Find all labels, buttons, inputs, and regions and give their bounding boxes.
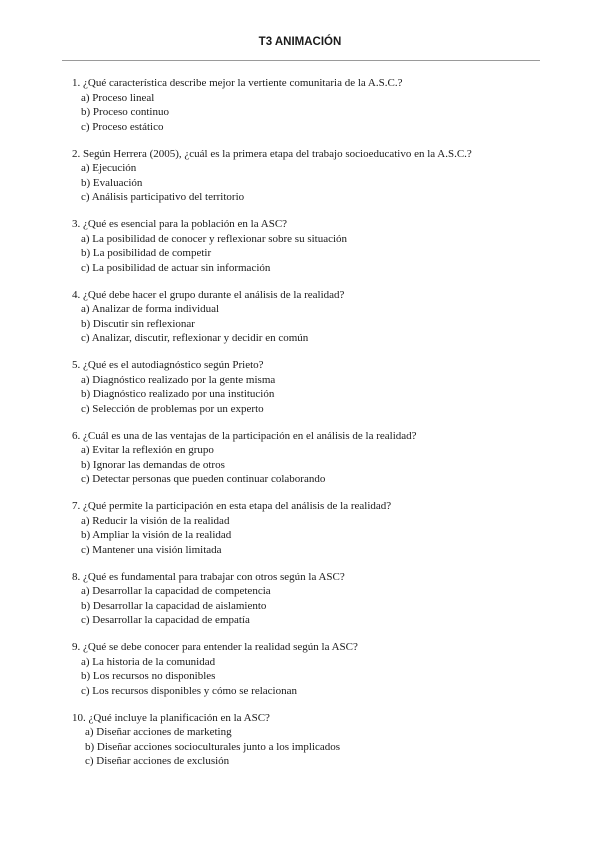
question-1 bbox=[72, 76, 542, 134]
answer-options bbox=[72, 302, 542, 346]
question-text: 8. ¿Qué es fundamental para trabajar con otros según la ASC? bbox=[72, 570, 345, 583]
question-text: 3. ¿Qué es esencial para la población en la ASC? bbox=[72, 218, 288, 230]
option-c: c) Selección de problemas por un experto bbox=[81, 402, 264, 415]
option-b: b) La posibilidad de competir bbox=[81, 247, 212, 259]
question-text: 6. ¿Cuál es una de las ventajas de la participación en el análisis de la realidad? bbox=[72, 429, 417, 442]
option-a: a) Evitar la reflexión en grupo bbox=[81, 444, 214, 456]
option-b: b) Diseñar acciones socioculturales junto a los implicados bbox=[85, 740, 341, 753]
question-text: 7. ¿Qué permite la participación en esta etapa del análisis de la realidad? bbox=[72, 500, 392, 512]
option-c: c) La posibilidad de actuar sin información bbox=[81, 261, 271, 274]
answer-options bbox=[72, 514, 542, 558]
option-a: a) Ejecución bbox=[81, 162, 137, 174]
question-9 bbox=[72, 640, 542, 698]
question-text: 1. ¿Qué característica describe mejor la vertiente comunitaria de la A.S.C.? bbox=[72, 77, 403, 89]
page-title: T3 ANIMACIÓN bbox=[258, 36, 342, 48]
option-c: c) Analizar, discutir, reflexionar y decidir en común bbox=[81, 332, 309, 344]
answer-options bbox=[72, 584, 542, 628]
option-b: b) Desarrollar la capacidad de aislamiento bbox=[81, 599, 267, 612]
option-b: b) Los recursos no disponibles bbox=[81, 670, 216, 682]
title-divider bbox=[62, 60, 540, 61]
question-4 bbox=[72, 288, 542, 346]
option-a: a) Diagnóstico realizado por la gente misma bbox=[81, 373, 276, 386]
answer-options bbox=[72, 232, 542, 276]
option-a: a) Desarrollar la capacidad de competencia bbox=[81, 585, 271, 597]
option-a: a) Reducir la visión de la realidad bbox=[81, 514, 230, 527]
question-text: 4. ¿Qué debe hacer el grupo durante el análisis de la realidad? bbox=[72, 288, 345, 301]
answer-options bbox=[72, 91, 542, 135]
question-7 bbox=[72, 499, 542, 557]
option-b: b) Discutir sin reflexionar bbox=[81, 317, 195, 330]
option-b: b) Ignorar las demandas de otros bbox=[81, 458, 225, 471]
option-c: c) Detectar personas que pueden continuar colaborando bbox=[81, 473, 326, 485]
question-text: 2. Según Herrera (2005), ¿cuál es la primera etapa del trabajo socioeducativo en la A.S.C.? bbox=[72, 147, 472, 160]
option-a: a) Proceso lineal bbox=[81, 91, 155, 104]
option-a: a) Diseñar acciones de marketing bbox=[85, 726, 232, 738]
question-text: 5. ¿Qué es el autodiagnóstico según Prieto? bbox=[72, 359, 264, 371]
option-b: b) Diagnóstico realizado por una institución bbox=[81, 388, 275, 400]
option-c: c) Los recursos disponibles y cómo se relacionan bbox=[81, 684, 297, 697]
question-10 bbox=[72, 711, 542, 769]
question-3 bbox=[72, 217, 542, 275]
question-list bbox=[72, 76, 542, 769]
question-2 bbox=[72, 147, 542, 205]
answer-options bbox=[72, 725, 542, 769]
option-a: a) La historia de la comunidad bbox=[81, 655, 216, 668]
option-a: a) La posibilidad de conocer y reflexionar sobre su situación bbox=[81, 232, 348, 245]
option-b: b) Ampliar la visión de la realidad bbox=[81, 529, 232, 541]
question-text: 9. ¿Qué se debe conocer para entender la realidad según la ASC? bbox=[72, 641, 358, 653]
option-a: a) Analizar de forma individual bbox=[81, 303, 220, 315]
answer-options bbox=[72, 443, 542, 487]
question-8 bbox=[72, 570, 542, 628]
option-c: c) Análisis participativo del territorio bbox=[81, 191, 245, 203]
question-5 bbox=[72, 358, 542, 416]
question-6 bbox=[72, 429, 542, 487]
option-b: b) Proceso continuo bbox=[81, 106, 169, 118]
option-b: b) Evaluación bbox=[81, 176, 143, 189]
option-c: c) Mantener una visión limitada bbox=[81, 543, 222, 556]
option-c: c) Proceso estático bbox=[81, 120, 164, 133]
answer-options bbox=[72, 373, 542, 417]
option-c: c) Diseñar acciones de exclusión bbox=[85, 755, 230, 767]
option-c: c) Desarrollar la capacidad de empatía bbox=[81, 614, 250, 626]
question-text: 10. ¿Qué incluye la planificación en la ASC? bbox=[72, 711, 270, 724]
answer-options bbox=[72, 161, 542, 205]
answer-options bbox=[72, 655, 542, 699]
